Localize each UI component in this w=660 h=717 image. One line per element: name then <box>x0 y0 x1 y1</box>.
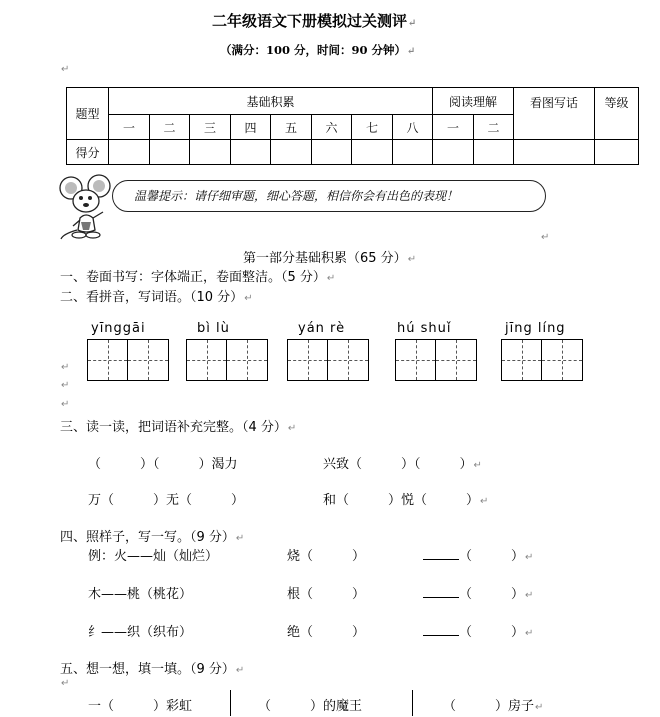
reading-group-header: 阅读理解 <box>433 88 514 115</box>
q5-item-3: （ ）房子↵ <box>443 699 544 714</box>
score-cell[interactable] <box>352 140 393 165</box>
q4-example: 例：火——灿（灿烂） <box>88 549 219 564</box>
basic-num: 五 <box>271 115 312 140</box>
q3-line2b: 和（ ）悦（ ）↵ <box>323 493 489 508</box>
reading-num: 一 <box>433 115 474 140</box>
score-cell[interactable] <box>231 140 271 165</box>
basic-num: 三 <box>190 115 231 140</box>
basic-num: 六 <box>312 115 352 140</box>
q4-row2-left: 木——桃（桃花） <box>88 587 193 602</box>
q4-answer-1: （ ）↵ <box>423 545 533 564</box>
score-cell[interactable] <box>595 140 639 165</box>
writing-grid[interactable] <box>287 339 369 381</box>
basic-num: 八 <box>393 115 433 140</box>
score-cell[interactable] <box>150 140 190 165</box>
basic-num: 四 <box>231 115 271 140</box>
q4-mid-1: 烧（ ） <box>287 549 366 564</box>
basic-num: 二 <box>150 115 190 140</box>
score-table <box>66 87 639 165</box>
q4-mid-3: 绝（ ） <box>287 625 366 640</box>
basic-group-header: 基础积累 <box>109 88 433 115</box>
pinyin-2: bì lù <box>197 321 230 336</box>
pinyin-4: hú shuǐ <box>397 321 452 336</box>
basic-num: 一 <box>109 115 150 140</box>
q3-line1b: 兴致（ ）（ ）↵ <box>323 457 482 472</box>
q4-answer-2: （ ）↵ <box>423 583 533 602</box>
score-cell[interactable] <box>271 140 312 165</box>
pinyin-3: yán rè <box>298 321 346 336</box>
divider <box>412 690 413 716</box>
score-cell[interactable] <box>109 140 150 165</box>
score-cell[interactable] <box>393 140 433 165</box>
q3-line1a: （ ）（ ）渴力 <box>88 457 238 472</box>
q4-answer-3: （ ）↵ <box>423 621 533 640</box>
basic-num: 七 <box>352 115 393 140</box>
question-5-title: 五、想一想，填一填。（9 分）↵ <box>60 662 245 677</box>
page-subtitle: （满分：100 分，时间：90 分钟）↵ <box>220 43 416 57</box>
question-4-title: 四、照样子，写一写。（9 分）↵ <box>60 530 245 545</box>
pinyin-5: jīng líng <box>505 321 566 336</box>
part1-heading: 第一部分基础积累（65 分）↵ <box>243 251 417 266</box>
writing-grid[interactable] <box>87 339 169 381</box>
tip-text: 温馨提示：请仔细审题，细心答题，相信你会有出色的表现！ <box>134 189 459 203</box>
pinyin-1: yīnggāi <box>91 321 146 336</box>
blank-line[interactable] <box>423 623 459 636</box>
score-cell[interactable] <box>312 140 352 165</box>
blank-line[interactable] <box>423 547 459 560</box>
question-1: 一、卷面书写：字体端正，卷面整洁。（5 分）↵ <box>60 270 336 285</box>
q4-row3-left: 纟——织（织布） <box>88 625 193 640</box>
q3-line2a: 万（ ）无（ ） <box>88 493 245 508</box>
question-2-title: 二、看拼音，写词语。（10 分）↵ <box>60 290 253 305</box>
q5-item-1: 一（ ）彩虹 <box>88 699 193 714</box>
type-label: 题型 <box>67 88 109 140</box>
writing-grid[interactable] <box>395 339 477 381</box>
q5-item-2: （ ）的魔王 <box>258 699 363 714</box>
page-title: 二年级语文下册模拟过关测评↵ <box>212 12 417 30</box>
blank-line[interactable] <box>423 585 459 598</box>
writing-grid[interactable] <box>186 339 268 381</box>
score-cell[interactable] <box>474 140 514 165</box>
reading-num: 二 <box>474 115 514 140</box>
q4-mid-2: 根（ ） <box>287 587 366 602</box>
score-cell[interactable] <box>433 140 474 165</box>
score-label: 得分 <box>67 140 109 165</box>
question-3-title: 三、读一读，把词语补充完整。（4 分）↵ <box>60 420 297 435</box>
grade-group-header: 等级 <box>595 88 639 140</box>
writing-group-header: 看图写话 <box>514 88 595 140</box>
score-cell[interactable] <box>190 140 231 165</box>
writing-grid[interactable] <box>501 339 583 381</box>
score-cell[interactable] <box>514 140 595 165</box>
mouse-mascot-icon <box>55 172 121 242</box>
divider <box>230 690 231 716</box>
